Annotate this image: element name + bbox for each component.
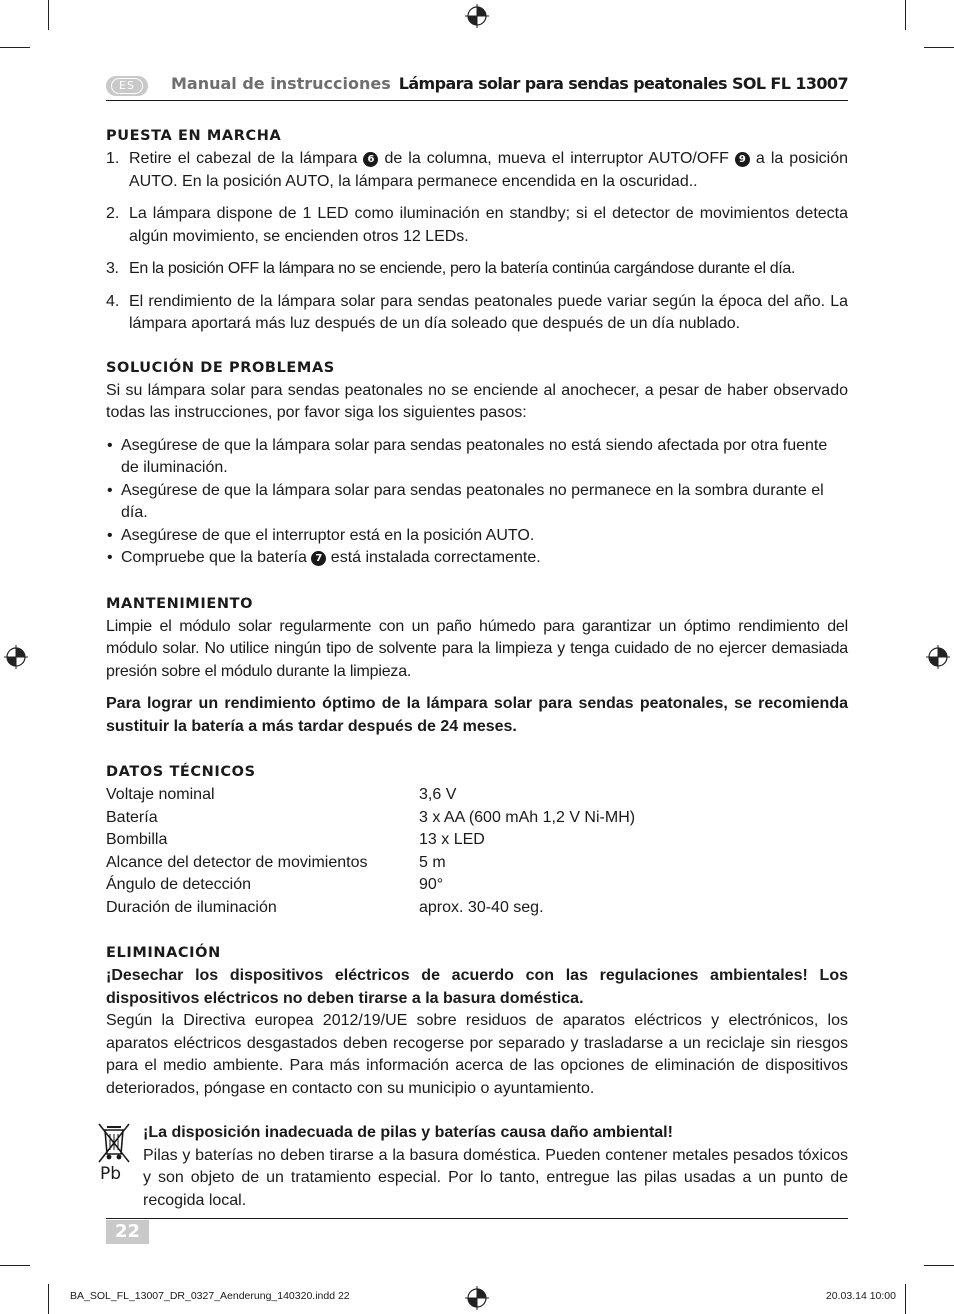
bullet-text: Asegúrese de que la lámpara solar para sendas peatonales no permanece en la sombra durante el día. [121,481,824,521]
battery-text: Pilas y baterías no deben tirarse a la basura doméstica. Pueden contener metales pesados tóxicos y son objeto de un tratamiento especial. Por lo tanto, entregue las pilas usadas a un punto de recogida local. [143,1146,848,1209]
list-item [106,547,848,570]
footer-divider [106,1218,848,1219]
pb-label: Pb [100,1164,122,1184]
part-number-badge: 6 [363,152,378,167]
crop-mark [905,1284,906,1314]
page-content [100,124,849,1212]
section-heading-problemas: SOLUCIÓN DE PROBLEMAS [106,359,335,376]
page-number: 22 [106,1220,149,1244]
spec-label: Ángulo de detección [106,876,251,893]
bullet-icon: • [107,526,113,544]
registration-mark-icon [465,1286,489,1310]
step-number: 4. [106,292,120,310]
bullet-text: está instalada correctamente. [326,549,541,566]
step-text: Retire el cabezal de la lámpara [129,150,364,167]
bullet-text: Asegúrese de que la lámpara solar para sendas peatonales no está siendo afectada por otra fuente de iluminación. [121,436,828,476]
step-text: de la columna, mueva el interruptor AUTO/OFF [378,150,735,167]
section-heading-mantenimiento: MANTENIMIENTO [106,595,253,612]
header-divider [106,100,848,101]
table-row [106,807,635,830]
crop-mark [0,47,30,48]
bullet-text: Compruebe que la batería [121,549,312,566]
section-heading-datos: DATOS TÉCNICOS [106,764,256,780]
table-row [106,829,635,852]
maintenance-note: Para lograr un rendimiento óptimo de la lámpara solar para sendas peatonales, se recomienda sustituir la batería a más tardar después de 24 meses. [106,695,848,735]
spec-value: aprox. 30-40 seg. [419,898,544,916]
crop-mark [924,1265,954,1266]
registration-mark-icon [926,645,950,669]
step-text: La lámpara dispone de 1 LED como iluminación en standby; si el detector de movimientos detecta algún movimiento, se encienden otros 12 LEDs. [129,205,848,245]
crop-mark [924,47,954,48]
file-slug: BA_SOL_FL_13007_DR_0327_Aenderung_140320.indd 22 [70,1290,350,1302]
spec-label: Alcance del detector de movimientos [106,853,368,871]
table-row [106,897,635,920]
step-text: El rendimiento de la lámpara solar para sendas peatonales puede variar según la época del año. La lámpara aportará más luz después de un día soleado que después de un día nublado. [129,292,848,332]
registration-mark-icon [4,645,28,669]
product-title: Lámpara solar para sendas peatonales SOL FL 13007 [398,74,848,93]
spec-label: Batería [106,808,158,826]
maintenance-text: Limpie el módulo solar regularmente con un paño húmedo para garantizar un óptimo rendimiento del módulo solar. No utilice ningún tipo de solvente para la limpieza y tenga cuidado de no ejercer demasiada presión sobre el módulo durante la limpieza. [106,617,848,680]
bullet-text: Asegúrese de que el interruptor está en la posición AUTO. [121,526,535,544]
list-item [106,480,848,525]
step-number: 2. [106,205,120,222]
list-item [106,148,848,193]
bullet-icon: • [107,436,113,454]
step-number: 3. [106,260,119,277]
crop-mark [48,1284,49,1314]
troubleshooting-list [106,435,848,570]
crop-mark [0,1265,30,1266]
step-text: En la posición OFF la lámpara no se enciende, pero la batería continúa cargándose durante el día. [129,260,796,277]
step-text: a la posición AUTO. En la posición AUTO, la lámpara permanece encendida en la oscuridad.. [129,150,849,190]
list-item [106,291,848,336]
spec-value: 5 m [419,853,446,871]
part-number-badge: 7 [311,551,326,566]
section-heading-eliminacion: ELIMINACIÓN [106,945,221,961]
list-item [106,258,848,281]
table-row [106,852,635,875]
spec-label: Bombilla [106,831,168,848]
table-row [106,874,635,897]
date-slug: 20.03.14 10:00 [825,1290,896,1302]
list-item [106,435,848,480]
bullet-icon: • [107,481,113,499]
table-row [106,784,635,807]
spec-value: 90° [419,876,444,893]
manual-title: Manual de instrucciones [171,74,391,93]
specs-table [106,784,635,919]
language-code: ES [119,79,135,92]
startup-steps [106,148,848,336]
spec-label: Duración de iluminación [106,898,277,916]
language-badge [106,76,148,96]
disposal-warning: ¡Desechar los dispositivos eléctricos de acuerdo con las regulaciones ambientales! Los dispositivos eléctricos no deben tirarse a la basura doméstica. [106,967,848,1007]
list-item [106,525,848,548]
crossed-out-wheelie-bin-icon [96,1122,138,1184]
crop-mark [48,0,49,30]
spec-value: 3,6 V [419,786,457,803]
battery-disposal [100,1122,848,1212]
page-header [106,73,848,99]
battery-warning: ¡La disposición inadecuada de pilas y baterías causa daño ambiental! [143,1124,673,1141]
spec-value: 13 x LED [419,831,485,848]
registration-mark-icon [465,4,489,28]
disposal-text: Según la Directiva europea 2012/19/UE sobre residuos de aparatos eléctricos y electrónicos, los aparatos eléctricos desgastados deben recogerse por separado y trasladarse a un reciclaje sin riesgos para el medio ambiente. Para más información acerca de las opciones de eliminación de dispositivos deteriorados, póngase en contacto con su municipio o ayuntamiento. [106,1012,848,1097]
section-heading-puesta: PUESTA EN MARCHA [106,128,282,144]
bullet-icon: • [107,549,113,566]
step-number: 1. [106,150,120,167]
list-item [106,203,848,248]
troubleshooting-intro: Si su lámpara solar para sendas peatonales no se enciende al anochecer, a pesar de haber observado todas las instrucciones, por favor siga los siguientes pasos: [106,381,848,421]
spec-label: Voltaje nominal [106,786,215,803]
part-number-badge: 9 [735,152,750,167]
spec-value: 3 x AA (600 mAh 1,2 V Ni-MH) [419,808,636,826]
crop-mark [905,0,906,30]
